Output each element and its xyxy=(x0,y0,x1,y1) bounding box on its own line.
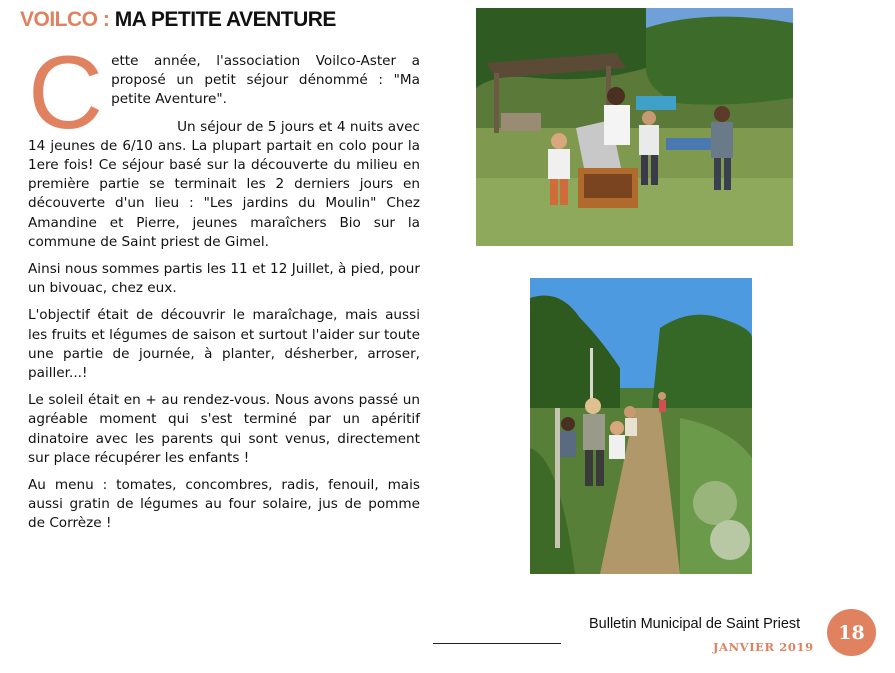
page-number: 18 xyxy=(838,621,865,644)
title-main: MA PETITE AVENTURE xyxy=(114,8,336,31)
photo-solar-oven xyxy=(476,8,793,246)
bulletin-title: Bulletin Municipal de Saint Priest xyxy=(589,616,801,632)
footer-divider xyxy=(433,643,561,644)
paragraph-3: Ainsi nous sommes partis les 11 et 12 Juillet, à pied, pour un bivouac, chez eux. xyxy=(28,261,420,297)
issue-date: JANVIER 2019 xyxy=(713,640,814,654)
paragraph-2: Un séjour de 5 jours et 4 nuits avec 14 jeunes de 6/10 ans. La plupart partait en colo pour la 1ere fois! Ce séjour basé sur la découverte du milieu en première partie se terminait les 2 derniers jours en découverte d'un lieu : "Les jardins du Moulin" Chez Amandine et Pierre, jeunes maraîchers Bio sur la commune de Saint priest de Gimel. xyxy=(28,118,420,250)
photo-garden-path xyxy=(530,278,752,574)
page-number-badge xyxy=(827,609,876,656)
article-body xyxy=(28,35,420,542)
page-title xyxy=(20,8,336,32)
paragraph-5: Le soleil était en + au rendez-vous. Nous avons passé un agréable moment qui s'est terminé par un apéritif dinatoire avec les parents qui sont venus, directement sur place récupérer les enfants ! xyxy=(28,392,420,466)
paragraph-6: Au menu : tomates, concombres, radis, fenouil, mais aussi gratin de légumes au four solaire, jus de pomme de Corrèze ! xyxy=(28,477,420,532)
paragraph-1: ette année, l'association Voilco-Aster a proposé un petit séjour dénommé : "Ma petite Aventure". xyxy=(111,53,420,108)
drop-cap: C xyxy=(28,35,104,151)
title-accent: VOILCO : xyxy=(20,8,110,31)
paragraph-4: L'objectif était de découvrir le maraîchage, mais aussi les fruits et légumes de saison et surtout l'aider sur toute une partie de journée, à planter, désherber, arroser, pailler...! xyxy=(28,307,420,382)
